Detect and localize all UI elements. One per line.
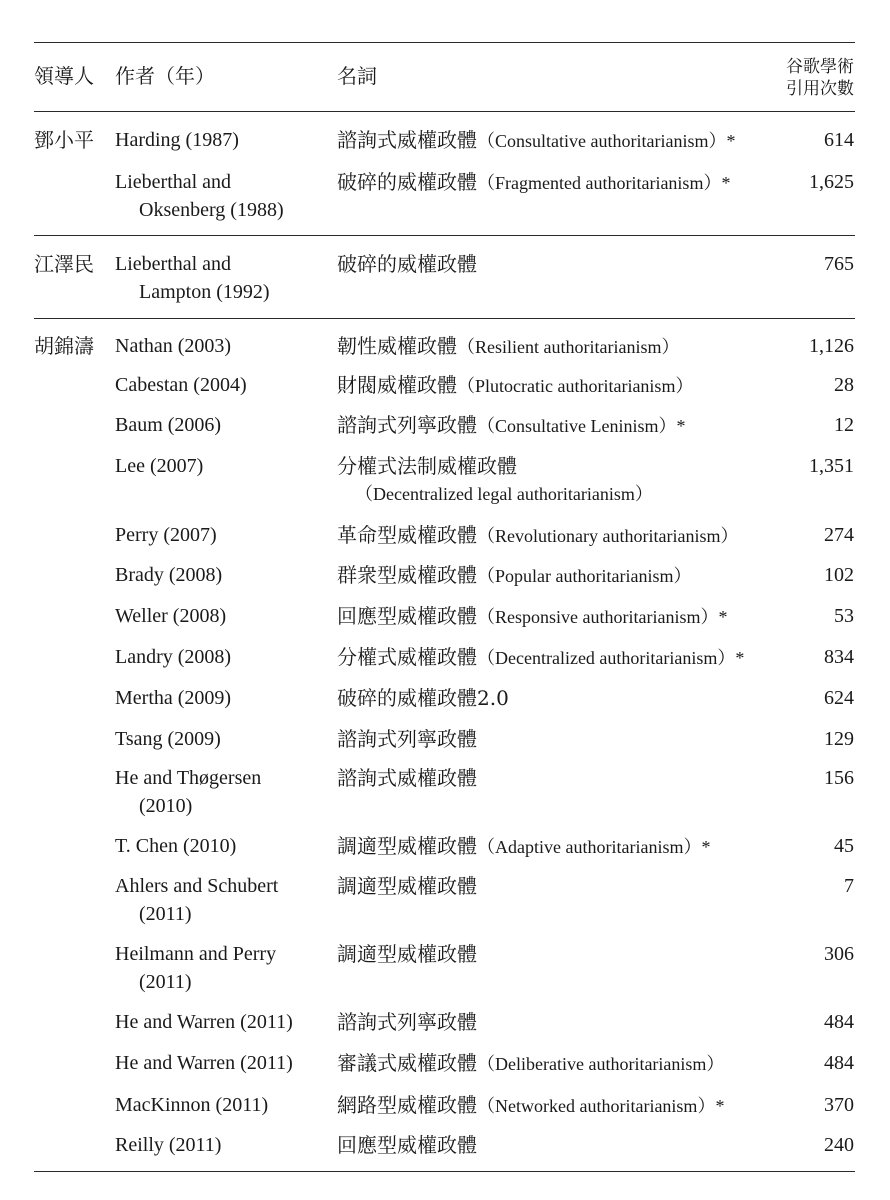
term-en: （Fragmented authoritarianism）* bbox=[477, 173, 731, 193]
author-cell: T. Chen (2010) bbox=[115, 835, 237, 857]
term-en: （Adaptive authoritarianism）* bbox=[477, 837, 711, 857]
citation-count: 102 bbox=[824, 564, 854, 586]
author-cell: Lee (2007) bbox=[115, 455, 204, 477]
header-author: 作者（年） bbox=[115, 64, 215, 88]
citation-count: 1,625 bbox=[809, 171, 854, 193]
term-en: （Resilient authoritarianism） bbox=[457, 337, 680, 357]
term-zh: 諮詢式列寧政體 bbox=[337, 413, 477, 437]
term-cell bbox=[337, 411, 686, 440]
term-cell bbox=[337, 1008, 477, 1036]
term-cell bbox=[337, 250, 477, 278]
author-cell bbox=[115, 250, 270, 306]
term-cell bbox=[337, 371, 693, 400]
author-cell bbox=[115, 872, 278, 928]
author-cell: He and Warren (2011) bbox=[115, 1052, 293, 1074]
term-en: （Popular authoritarianism） bbox=[477, 566, 692, 586]
header-leader: 領導人 bbox=[34, 64, 94, 88]
author-cell: Baum (2006) bbox=[115, 414, 222, 436]
author-line1: Lieberthal and bbox=[115, 253, 232, 275]
term-cell bbox=[337, 940, 477, 968]
term-cell bbox=[337, 602, 727, 631]
group-rule bbox=[34, 318, 855, 319]
term-cell bbox=[337, 832, 710, 861]
term-zh: 財閥威權政體 bbox=[337, 373, 457, 397]
term-zh: 諮詢式列寧政體 bbox=[337, 1010, 477, 1034]
author-cell: Tsang (2009) bbox=[115, 728, 221, 750]
term-zh: 分權式法制威權政體 bbox=[337, 454, 517, 478]
leader-cell: 鄧小平 bbox=[34, 128, 94, 152]
term-cell bbox=[337, 332, 679, 361]
leader-cell: 胡錦濤 bbox=[34, 334, 94, 358]
term-zh: 回應型威權政體 bbox=[337, 1133, 477, 1157]
term-cell bbox=[337, 168, 730, 197]
citation-count: 274 bbox=[824, 524, 854, 546]
citation-count: 484 bbox=[824, 1052, 854, 1074]
term-zh: 調適型威權政體 bbox=[337, 834, 477, 858]
author-cell: Mertha (2009) bbox=[115, 687, 232, 709]
author-cell bbox=[115, 940, 276, 996]
term-en: （Decentralized legal authoritarianism） bbox=[355, 484, 653, 504]
citation-count: 306 bbox=[824, 943, 854, 965]
citation-count: 484 bbox=[824, 1011, 854, 1033]
header-citations-line1: 谷歌學術 bbox=[786, 57, 854, 77]
citation-count: 370 bbox=[824, 1094, 854, 1116]
author-cell: Reilly (2011) bbox=[115, 1134, 222, 1156]
citation-count: 7 bbox=[844, 875, 854, 897]
term-zh: 調適型威權政體 bbox=[337, 942, 477, 966]
term-zh: 破碎的威權政體2.0 bbox=[337, 686, 509, 710]
leader-cell: 江澤民 bbox=[34, 252, 94, 276]
term-en: （Decentralized authoritarianism）* bbox=[477, 648, 745, 668]
term-zh: 革命型威權政體 bbox=[337, 523, 477, 547]
citation-count: 1,126 bbox=[809, 335, 854, 357]
term-zh: 群衆型威權政體 bbox=[337, 563, 477, 587]
term-cell bbox=[337, 452, 653, 508]
group-rule bbox=[34, 235, 855, 236]
author-cell: Landry (2008) bbox=[115, 646, 232, 668]
term-cell bbox=[337, 1049, 724, 1078]
author-line1: Lieberthal and bbox=[115, 171, 232, 193]
term-cell bbox=[337, 872, 477, 900]
citation-count: 240 bbox=[824, 1134, 854, 1156]
author-line2: Oksenberg (1988) bbox=[139, 199, 284, 221]
author-line1: He and Thøgersen bbox=[115, 767, 262, 789]
header-citations-line2: 引用次數 bbox=[786, 79, 854, 99]
term-en: （Consultative authoritarianism）* bbox=[477, 131, 736, 151]
term-zh: 韌性威權政體 bbox=[337, 334, 457, 358]
author-cell: MacKinnon (2011) bbox=[115, 1094, 269, 1116]
author-line2: (2011) bbox=[139, 903, 192, 925]
citation-count: 156 bbox=[824, 767, 854, 789]
term-zh: 調適型威權政體 bbox=[337, 874, 477, 898]
table-bottom-rule bbox=[34, 1171, 855, 1172]
author-cell bbox=[115, 168, 284, 224]
term-zh: 諮詢式列寧政體 bbox=[337, 727, 477, 751]
citation-count: 624 bbox=[824, 687, 854, 709]
author-cell bbox=[115, 764, 261, 820]
author-line1: Heilmann and Perry bbox=[115, 943, 277, 965]
term-cell bbox=[337, 561, 691, 590]
table-top-rule bbox=[34, 42, 855, 43]
term-cell bbox=[337, 521, 738, 550]
citation-count: 614 bbox=[824, 129, 854, 151]
term-en: （Consultative Leninism）* bbox=[477, 416, 686, 436]
header-citations bbox=[786, 56, 854, 100]
author-line2: (2010) bbox=[139, 795, 193, 817]
term-zh: 諮詢式威權政體 bbox=[337, 128, 477, 152]
citation-count: 129 bbox=[824, 728, 854, 750]
author-cell: He and Warren (2011) bbox=[115, 1011, 293, 1033]
citation-count: 28 bbox=[834, 374, 854, 396]
term-en: （Deliberative authoritarianism） bbox=[477, 1054, 725, 1074]
citation-count: 45 bbox=[834, 835, 854, 857]
author-line2: (2011) bbox=[139, 971, 192, 993]
term-en: （Plutocratic authoritarianism） bbox=[457, 376, 694, 396]
author-cell: Brady (2008) bbox=[115, 564, 223, 586]
term-cell bbox=[337, 643, 744, 672]
term-en: （Networked authoritarianism）* bbox=[477, 1096, 725, 1116]
term-cell bbox=[337, 126, 735, 155]
term-zh: 審議式威權政體 bbox=[337, 1051, 477, 1075]
citation-count: 834 bbox=[824, 646, 854, 668]
term-cell bbox=[337, 764, 477, 792]
term-cell bbox=[337, 684, 509, 712]
author-cell: Harding (1987) bbox=[115, 129, 239, 151]
term-zh: 網路型威權政體 bbox=[337, 1093, 477, 1117]
term-en: （Revolutionary authoritarianism） bbox=[477, 526, 739, 546]
citation-count: 765 bbox=[824, 253, 854, 275]
term-cell bbox=[337, 1091, 724, 1120]
citation-count: 53 bbox=[834, 605, 854, 627]
author-cell: Cabestan (2004) bbox=[115, 374, 247, 396]
author-cell: Nathan (2003) bbox=[115, 335, 232, 357]
term-zh: 分權式威權政體 bbox=[337, 645, 477, 669]
author-line2: Lampton (1992) bbox=[139, 281, 270, 303]
term-cell bbox=[337, 1131, 477, 1159]
term-cell bbox=[337, 725, 477, 753]
term-zh: 回應型威權政體 bbox=[337, 604, 477, 628]
citation-count: 12 bbox=[834, 414, 854, 436]
author-line1: Ahlers and Schubert bbox=[115, 875, 279, 897]
term-en: （Responsive authoritarianism）* bbox=[477, 607, 728, 627]
term-zh: 諮詢式威權政體 bbox=[337, 766, 477, 790]
author-cell: Perry (2007) bbox=[115, 524, 217, 546]
author-cell: Weller (2008) bbox=[115, 605, 227, 627]
citation-count: 1,351 bbox=[809, 455, 854, 477]
header-rule bbox=[34, 111, 855, 112]
term-zh: 破碎的威權政體 bbox=[337, 170, 477, 194]
header-term: 名詞 bbox=[337, 64, 377, 88]
term-zh: 破碎的威權政體 bbox=[337, 252, 477, 276]
